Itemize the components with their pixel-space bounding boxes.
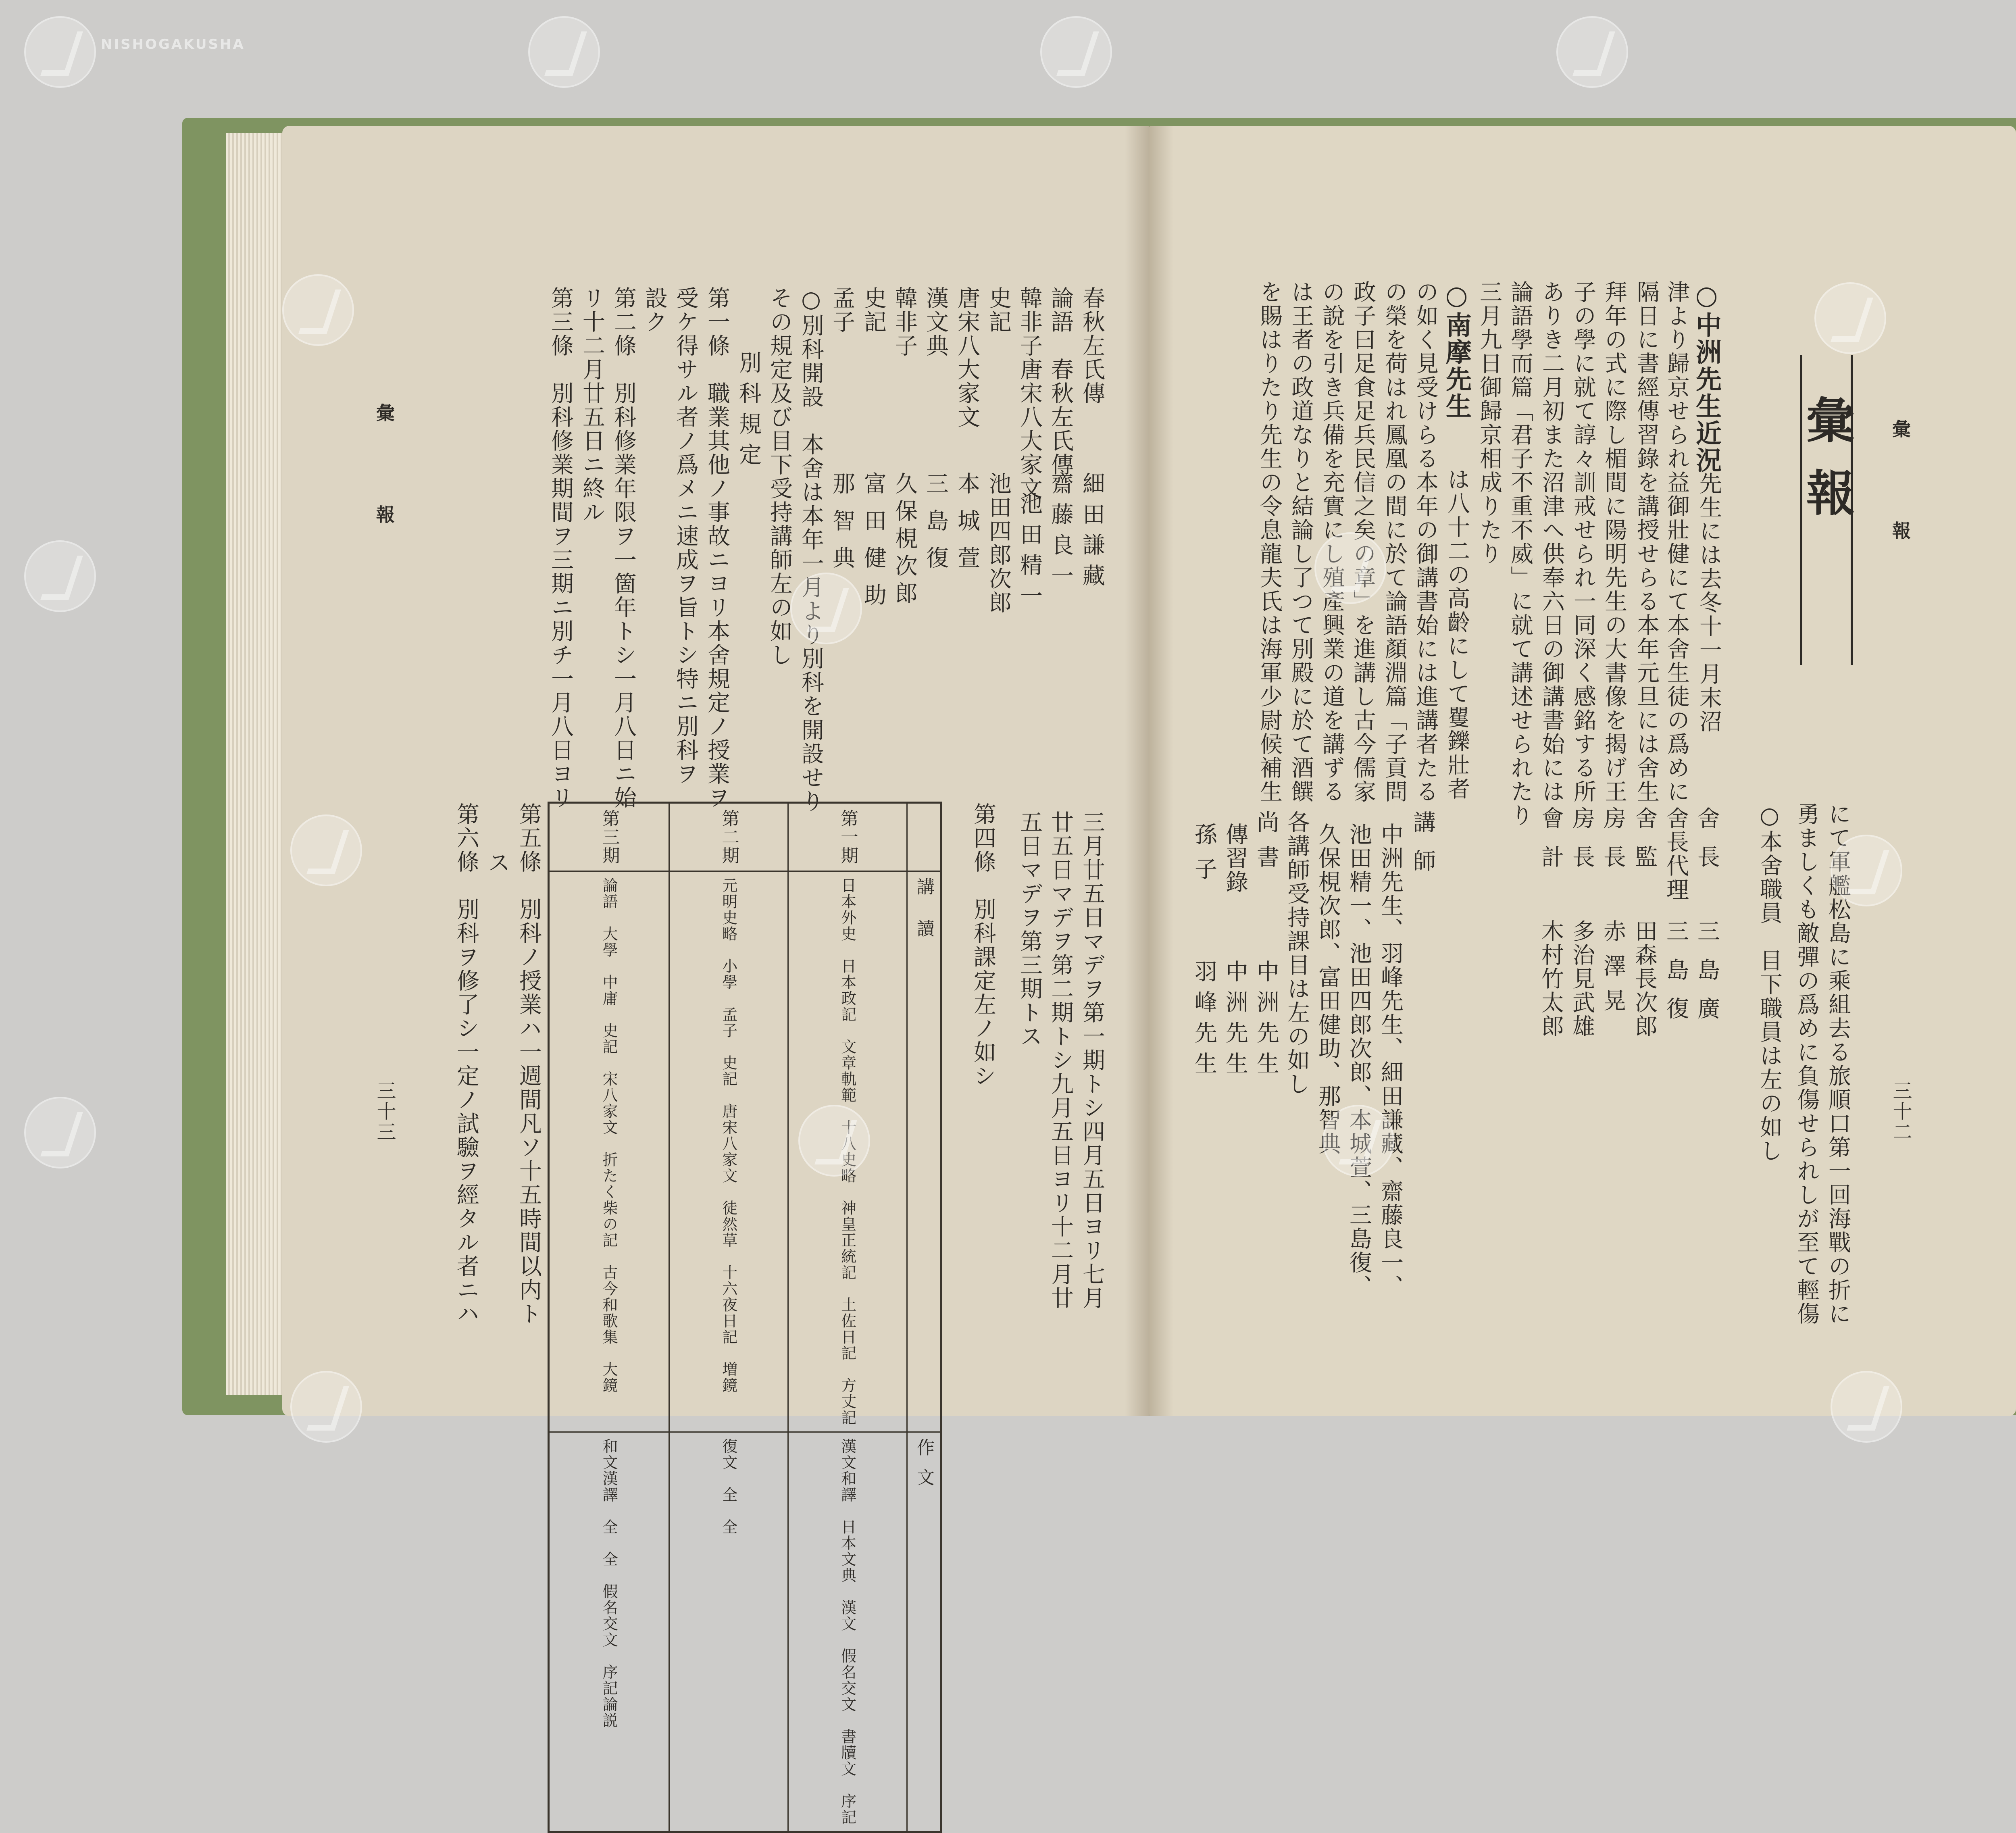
course-0-subject: 春秋左氏傳 xyxy=(1079,286,1105,405)
rule-line-4: リ十二月廿五日ニ終ル xyxy=(579,286,605,524)
watermark-logo-icon xyxy=(290,1371,362,1443)
staff-role-4: 房長 xyxy=(1569,806,1595,884)
schedule-table xyxy=(548,802,942,1833)
course-5-teacher: 三島復 xyxy=(923,472,949,583)
lecturers-line-2: 久保梘次郎、富田健助、那智典 xyxy=(1315,823,1341,1156)
section1-line-4: 子の學に就て諄々訓戒せられ一同深く感銘する所 xyxy=(1570,280,1596,804)
section2-line-4: の說を引き兵備を充實にし殖產興業の道を講ずる xyxy=(1319,280,1345,804)
lecturers-line-1: 池田精一、池田四郎次郎、本城萱、三島復、 xyxy=(1346,823,1372,1298)
kodoku-label: 講讀 xyxy=(907,871,941,1432)
course-2-subject: 韓非子唐宋八大家文 xyxy=(1016,286,1043,500)
kodoku-period-2: 論語 大學 中庸 史記 宋八家文 折たく柴の記 古今和歌集 大鏡 xyxy=(549,871,669,1432)
staff-name-5: 木村竹太郎 xyxy=(1538,919,1564,1038)
text-assignment-1-teacher: 中洲先生 xyxy=(1222,960,1248,1082)
sakubun-period-1: 復文 全 全 xyxy=(669,1432,788,1832)
section2-line-0: は八十二の高齡にして矍鑠壯者 xyxy=(1444,468,1470,801)
sakubun-period-2: 和文漢譯 全 全 假名交文 序記論説 xyxy=(549,1432,669,1832)
right-page-number: 三十二 xyxy=(1889,1081,1912,1142)
watermark-logo-icon xyxy=(24,540,96,612)
course-0-teacher: 細田謙藏 xyxy=(1079,472,1105,594)
staff-name-4: 多治見武雄 xyxy=(1569,919,1595,1038)
watermark-logo-icon xyxy=(1314,532,1386,604)
course-8-subject: 孟子 xyxy=(829,286,855,334)
text-assignment-0-text: 尚書 xyxy=(1253,810,1279,880)
staff-name-2: 田森長次郎 xyxy=(1631,919,1658,1038)
rule-line-3: 第二條 別科修業年限ヲ一箇年トシ一月八日ニ始 xyxy=(610,286,637,810)
right-running-head: 彙 報 xyxy=(1889,419,1911,572)
rule-line-7: 廿五日マデヲ第二期トシ九月五日ヨリ十二月廿 xyxy=(1048,810,1074,1310)
watermark-logo-icon xyxy=(1040,16,1112,88)
rule-line-2: 設ク xyxy=(641,286,668,334)
book-gutter xyxy=(1125,126,1173,1416)
staff-heading: ○本舍職員 目下職員は左の如し xyxy=(1756,802,1783,1163)
watermark-logo-icon xyxy=(528,16,600,88)
section1-line-1: 津より歸京せられ益御壯健にて本舍生徒の爲めに xyxy=(1664,280,1690,804)
section1-line-2: 隔日に書經傳習錄を講授せらる本年元旦には舍生 xyxy=(1633,280,1660,804)
kodoku-period-0: 日本外史 日本政記 文章軌範 十八史略 神皇正統記 土佐日記 方丈記 xyxy=(788,871,907,1432)
kodoku-period-1: 元明史略 小學 孟子 史記 唐宋八家文 徒然草 十六夜日記 増鏡 xyxy=(669,871,788,1432)
period-header-2: 第三期 xyxy=(549,803,669,871)
rule-line-5: 第三條 別科修業期間ヲ三期ニ別チ一月八日ヨリ xyxy=(548,286,574,810)
left-page-edges xyxy=(226,133,290,1395)
left-page-number: 三十三 xyxy=(373,1081,396,1142)
watermark-logo-icon xyxy=(282,274,354,346)
watermark-logo-icon xyxy=(1831,1371,1902,1443)
rule-line-10: 第五條 別科ノ授業ハ一週間凡ソ十五時間以内ト xyxy=(516,802,542,1326)
course-3-subject: 史記 xyxy=(985,286,1012,334)
continuation-line-1: 勇ましくも敵彈の爲めに負傷せられしが至て輕傷 xyxy=(1793,802,1820,1326)
course-8-teacher: 那智典 xyxy=(829,472,855,583)
watermark-logo-icon xyxy=(290,814,362,886)
watermark-logo-icon xyxy=(1322,1105,1394,1177)
rule-line-9: 第四條 別科課定左ノ如シ xyxy=(970,802,996,1088)
section2-line-5: は王者の政道なりと結論し了つて別殿に於て酒饌 xyxy=(1288,280,1314,804)
text-assignment-2-teacher: 羽峰先生 xyxy=(1191,960,1217,1082)
staff-role-5: 會計 xyxy=(1538,806,1564,884)
watermark-logo-icon xyxy=(790,573,862,644)
staff-name-1: 三島復 xyxy=(1663,919,1689,1035)
period-header-1: 第二期 xyxy=(669,803,788,871)
lecturers-line-0: 中洲先生、羽峰先生、細田謙藏、齋藤良一、 xyxy=(1377,823,1404,1298)
notice-line-0: ○別科開設 本舍は本年一月より別科を開設せり xyxy=(798,286,824,813)
lecturers-label: 講師 xyxy=(1410,810,1436,888)
text-assignment-1-text: 傳習錄 xyxy=(1222,823,1248,894)
rules-title: 別科規定 xyxy=(735,351,762,473)
staff-role-1: 舍長代理 xyxy=(1663,806,1689,902)
watermark-logo-icon xyxy=(24,16,96,88)
watermark-text: NISHOGAKUSHA xyxy=(101,36,245,52)
staff-role-2: 舍監 xyxy=(1631,806,1658,884)
staff-name-0: 三島廣 xyxy=(1694,919,1720,1035)
course-7-subject: 史記 xyxy=(860,286,887,334)
lecturers-line-3: 各講師受持課目は左の如し xyxy=(1284,810,1310,1096)
period-header-0: 第一期 xyxy=(788,803,907,871)
course-7-teacher: 富田健助 xyxy=(860,472,887,620)
watermark-logo-icon xyxy=(1814,282,1886,354)
section1-line-5: ありき二月初また沼津へ供奉六日の御講書始には xyxy=(1539,280,1565,804)
rule-line-0: 第一條 職業其他ノ事故ニヨリ本舍規定ノ授業ヲ xyxy=(704,286,730,810)
section1-line-7: 三月九日御歸京相成りたり xyxy=(1476,280,1502,566)
rule-line-12: 第六條 別科ヲ修了シ一定ノ試驗ヲ經タル者ニハ xyxy=(453,802,479,1326)
right-page-title: 彙報 xyxy=(1798,395,1855,540)
course-6-teacher: 久保梘次郎 xyxy=(891,472,918,609)
rule-line-1: 受ケ得サル者ノ爲メニ速成ヲ旨トシ特ニ別科ヲ xyxy=(673,286,699,786)
sakubun-period-0: 漢文和譯 日本文典 漢文 假名交文 書牘文 序記 xyxy=(788,1432,907,1832)
section1-line-3: 拜年の式に際し楣間に陽明先生の大書像を揭げ王 xyxy=(1601,280,1627,804)
text-assignment-0-teacher: 中洲先生 xyxy=(1253,960,1279,1082)
course-3-teacher: 池田四郎次郎 xyxy=(985,472,1012,614)
section2-heading: ○南摩先生 xyxy=(1441,280,1472,420)
continuation-line-0: にて軍艦松島に乘組去る旅順口第一回海戰の折に xyxy=(1825,802,1851,1326)
section2-line-6: を賜はりたり先生の令息龍夫氏は海軍少尉候補生 xyxy=(1256,280,1283,804)
staff-role-3: 房長 xyxy=(1600,806,1626,884)
watermark-logo-icon xyxy=(798,1105,870,1177)
section2-line-1: の如く見受けらる本年の御講書始には進講者たる xyxy=(1412,280,1439,804)
course-4-subject: 唐宋八大家文 xyxy=(954,286,980,429)
course-4-teacher: 本城萱 xyxy=(954,472,980,583)
text-assignment-2-text: 孫子 xyxy=(1191,823,1217,892)
course-6-subject: 韓非子 xyxy=(891,286,918,358)
left-running-head: 彙 報 xyxy=(373,403,395,556)
course-5-subject: 漢文典 xyxy=(923,286,949,358)
staff-role-0: 舍長 xyxy=(1694,806,1720,884)
rule-line-6: 三月廿五日マデヲ第一期トシ四月五日ヨリ七月 xyxy=(1079,810,1105,1310)
rule-line-11: ス xyxy=(484,851,510,875)
rule-line-8: 五日マデヲ第三期トス xyxy=(1016,810,1043,1048)
watermark-logo-icon xyxy=(24,1097,96,1169)
watermark-logo-icon xyxy=(1556,16,1628,88)
section1-line-6: 論語學而篇「君子不重不威」に就て講述せられたり xyxy=(1507,280,1533,827)
section2-line-3: 政子曰足食足兵民信之矣の章」を進講し古今儒家 xyxy=(1350,280,1376,804)
staff-name-3: 赤澤晃 xyxy=(1600,919,1626,1023)
section2-line-2: の榮を荷はれ鳳凰の間に於て論語顏淵篇「子貢問 xyxy=(1381,280,1408,804)
course-1-teacher: 齋藤良一 xyxy=(1048,472,1074,594)
course-1-subject: 論語 春秋左氏傳 xyxy=(1048,286,1074,477)
notice-line-1: その規定及び目下受持講師左の如し xyxy=(766,286,793,667)
section1-line-0: 先生には去冬十一月末沼 xyxy=(1696,472,1722,733)
watermark-logo-icon xyxy=(1831,835,1902,906)
course-2-teacher: 池田精一 xyxy=(1016,492,1043,614)
sakubun-label: 作文 xyxy=(907,1432,941,1832)
section1-heading: ○中洲先生近況 xyxy=(1691,280,1722,474)
